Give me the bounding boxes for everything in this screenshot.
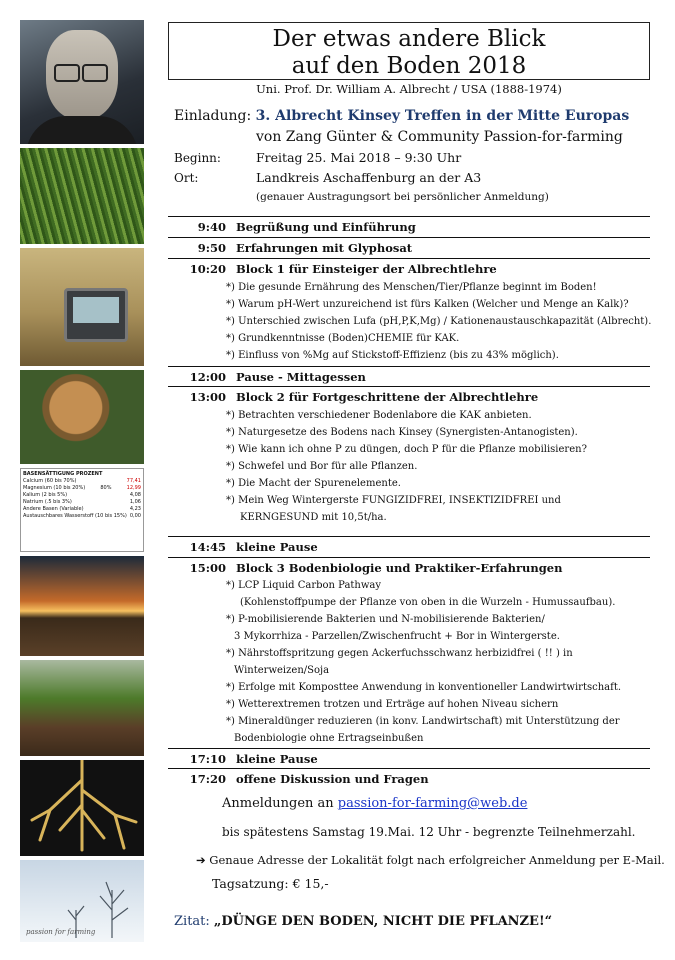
schedule-row — [168, 540, 318, 554]
list-item: *) Einfluss von %Mg auf Stickstoff-Effizienz (bis zu 43% möglich). — [226, 350, 559, 361]
seedling-hand-photo — [20, 660, 144, 756]
schedule-time: 17:10 — [189, 752, 226, 766]
registration-line — [222, 796, 527, 811]
schedule-title: kleine Pause — [236, 540, 318, 554]
address-note: Genaue Adresse der Lokalität folgt nach erfolgreicher Anmeldung per E-Mail. — [209, 853, 665, 867]
list-item: Winterweizen/Soja — [234, 665, 330, 676]
table-row-value: 77,41 — [126, 478, 141, 484]
list-item: (Kohlenstoffpumpe der Pflanze von oben in die Wurzeln - Humussaufbau). — [240, 597, 616, 608]
schedule-row — [168, 752, 318, 766]
divider — [168, 768, 650, 769]
schedule-time: 14:45 — [189, 540, 226, 554]
title-line-1: Der etwas andere Blick — [272, 26, 546, 52]
address-line — [196, 853, 665, 867]
quote-line — [174, 914, 552, 929]
deadline-text: bis spätestens Samstag 19.Mai. 12 Uhr - begrenzte Teilnehmerzahl. — [222, 825, 636, 839]
schedule-title: kleine Pause — [236, 752, 318, 766]
table-row-value: 0,00 — [129, 513, 141, 519]
list-item: 3 Mykorrhiza - Parzellen/Zwischenfrucht + Bor in Wintergerste. — [234, 631, 560, 642]
list-item: *) Warum pH-Wert unzureichend ist fürs Kalken (Welcher und Menge an Kalk)? — [226, 299, 629, 310]
quote-text: „DÜNGE DEN BODEN, NICHT DIE PFLANZE!“ — [213, 914, 553, 929]
divider — [168, 216, 650, 217]
schedule-title: Block 3 Bodenbiologie und Praktiker-Erfahrungen — [236, 561, 563, 575]
schedule-time: 13:00 — [189, 390, 226, 404]
begin-value: Freitag 25. Mai 2018 – 9:30 Uhr — [256, 150, 462, 165]
photo-caption: passion for farming — [26, 928, 96, 936]
schedule-time: 15:00 — [189, 561, 226, 575]
schedule-time: 12:00 — [189, 370, 226, 384]
list-item: Bodenbiologie ohne Ertragseinbußen — [234, 733, 424, 744]
schedule-title: offene Diskussion und Fragen — [236, 772, 429, 786]
schedule-row — [168, 262, 497, 276]
schedule-title: Block 1 für Einsteiger der Albrechtlehre — [236, 262, 497, 276]
list-item: *) Mein Weg Wintergerste FUNGIZIDFREI, INSEKTIZIDFREI und — [226, 495, 561, 506]
invite-label: Einladung: — [174, 108, 252, 124]
title-line-2: auf den Boden 2018 — [291, 53, 527, 79]
list-item: *) Grundkenntnisse (Boden)CHEMIE für KAK. — [226, 333, 460, 344]
place-value: Landkreis Aschaffenburg an der A3 — [256, 170, 482, 185]
registration-prefix: Anmeldungen an — [222, 796, 338, 811]
table-row-label: Andere Basen (Variable) — [23, 506, 84, 512]
table-title: BASENSÄTTIGUNG PROZENT — [23, 471, 103, 477]
base-saturation-table — [20, 468, 144, 552]
fee-text: Tagsatzung: € 15,- — [212, 876, 329, 891]
schedule-row — [168, 370, 366, 384]
list-item: *) Nährstoffspritzung gegen Ackerfuchsschwanz herbizidfrei ( !! ) in — [226, 648, 573, 659]
schedule-row — [168, 390, 538, 404]
winter-trees-photo — [20, 860, 144, 942]
divider — [168, 748, 650, 749]
basket-photo — [20, 370, 144, 464]
list-item: *) P-mobilisierende Bakterien und N-mobilisierende Bakterien/ — [226, 614, 545, 625]
schedule-title: Begrüßung und Einführung — [236, 220, 416, 234]
begin-label: Beginn: — [174, 151, 221, 165]
list-item: *) Erfolge mit Komposttee Anwendung in konventioneller Landwirtwirtschaft. — [226, 682, 622, 693]
portrait-photo — [20, 20, 144, 144]
table-bracket: 80% — [100, 485, 112, 491]
grass-photo — [20, 148, 144, 244]
host-line: von Zang Günter & Community Passion-for-farming — [256, 129, 623, 145]
schedule-title: Block 2 für Fortgeschrittene der Albrechtlehre — [236, 390, 539, 404]
list-item: *) Mineraldünger reduzieren (in konv. Landwirtschaft) mit Unterstützung der — [226, 716, 620, 727]
subtitle: Uni. Prof. Dr. William A. Albrecht / USA (1888-1974) — [256, 82, 562, 96]
table-row-label: Calcium (60 bis 70%) — [23, 478, 77, 484]
list-item: *) Betrachten verschiedener Bodenlabore die KAK anbieten. — [226, 410, 532, 421]
schedule-time: 9:50 — [197, 241, 226, 255]
list-item: *) Die Macht der Spurenelemente. — [226, 478, 401, 489]
list-item: *) Schwefel und Bor für alle Pflanzen. — [226, 461, 418, 472]
schedule-time: 10:20 — [189, 262, 226, 276]
schedule-title: Erfahrungen mit Glyphosat — [236, 241, 413, 255]
table-row-label: Magnesium (10 bis 20%) — [23, 485, 86, 491]
schedule-row — [168, 772, 429, 786]
list-item: *) Die gesunde Ernährung des Menschen/Tier/Pflanze beginnt im Boden! — [226, 282, 597, 293]
email-link[interactable]: passion-for-farming@web.de — [337, 796, 528, 811]
invite-line — [174, 108, 629, 124]
place-label: Ort: — [174, 171, 199, 185]
divider — [168, 258, 650, 259]
schedule-time: 9:40 — [197, 220, 226, 234]
schedule-row — [168, 220, 416, 234]
schedule-title: Pause - Mittagessen — [236, 370, 366, 384]
schedule-row — [168, 241, 412, 255]
divider — [168, 237, 650, 238]
table-row-value: 4,08 — [129, 492, 141, 498]
title-box — [168, 22, 650, 80]
arrow-icon: ➔ — [196, 853, 206, 867]
table-row-value: 1,06 — [129, 499, 141, 505]
list-item: *) Wetterextremen trotzen und Erträge auf hohen Niveau sichern — [226, 699, 559, 710]
place-note: (genauer Austragungsort bei persönlicher Anmeldung) — [256, 191, 549, 203]
list-item: *) Naturgesetze des Bodens nach Kinsey (Synergisten-Antanogisten). — [226, 427, 578, 438]
sunset-field-photo — [20, 556, 144, 656]
roots-photo — [20, 760, 144, 856]
divider — [168, 557, 650, 558]
event-name: 3. Albrecht Kinsey Treffen in der Mitte Europas — [255, 108, 630, 124]
divider — [168, 386, 650, 387]
list-item: KERNGESUND mit 10,5t/ha. — [240, 512, 387, 523]
list-item: *) Wie kann ich ohne P zu düngen, doch P für die Pflanze mobilisieren? — [226, 444, 587, 455]
field-device-photo — [20, 248, 144, 366]
schedule-row — [168, 561, 562, 575]
table-row-value: 12,99 — [126, 485, 141, 491]
table-row-label: Natrium (.5 bis 3%) — [23, 499, 72, 505]
schedule-time: 17:20 — [189, 772, 226, 786]
table-row-value: 4,23 — [129, 506, 141, 512]
quote-label: Zitat: — [174, 914, 210, 929]
list-item: *) Unterschied zwischen Lufa (pH,P,K,Mg) / Kationenaustauschkapazität (Albrecht). — [226, 316, 652, 327]
table-row-label: Austauschbares Wasserstoff (10 bis 15%) — [23, 513, 127, 519]
divider — [168, 536, 650, 537]
divider — [168, 366, 650, 367]
list-item: *) LCP Liquid Carbon Pathway — [226, 580, 382, 591]
table-row-label: Kalium (2 bis 5%) — [23, 492, 68, 498]
